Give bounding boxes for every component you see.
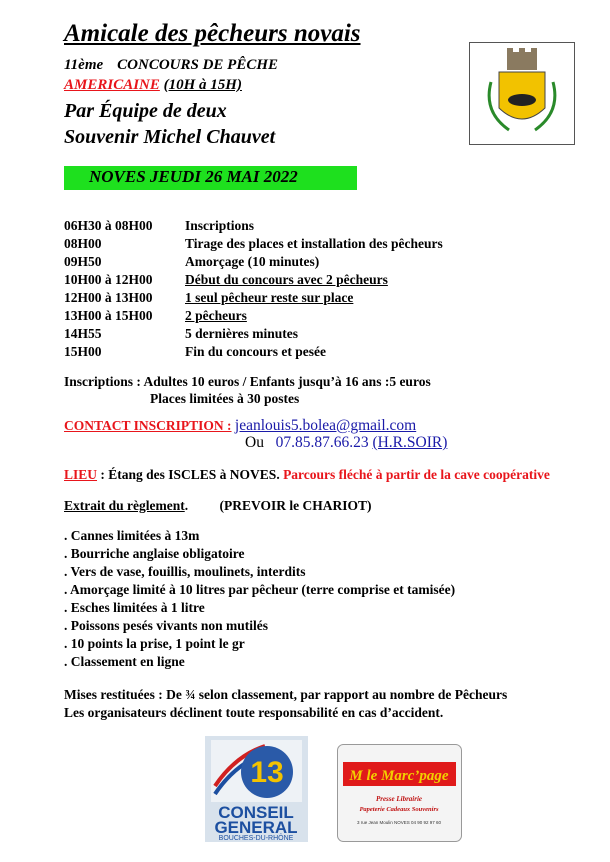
schedule-table bbox=[64, 218, 564, 362]
extract-dot: . bbox=[184, 498, 189, 513]
contest-name: CONCOURS DE PÊCHE bbox=[117, 57, 279, 73]
lieu-text: : Étang des ISCLES à NOVES. bbox=[97, 467, 280, 482]
contest-type: AMERICAINE bbox=[64, 77, 160, 93]
cg-number: 13 bbox=[250, 756, 284, 789]
town-crest-image bbox=[469, 42, 575, 145]
lieu-line bbox=[64, 467, 550, 483]
rule-item: . Amorçage limité à 10 litres par pêcheur (terre comprise et tamisée) bbox=[64, 582, 456, 597]
cg-line3: BOUCHES-DU-RHÔNE bbox=[218, 835, 294, 842]
extract-line bbox=[64, 498, 371, 514]
rule-item: . Cannes limitées à 13m bbox=[64, 528, 200, 543]
contact-phone-line bbox=[245, 434, 447, 452]
cg-line1: CONSEIL bbox=[218, 803, 294, 822]
rules-list bbox=[64, 528, 594, 672]
contest-hours: (10H à 15H) bbox=[163, 77, 242, 93]
contact-or: Ou bbox=[245, 434, 264, 451]
inscriptions-fees: Inscriptions : Adultes 10 euros / Enfants jusqu’à 16 ans :5 euros bbox=[64, 374, 431, 389]
schedule-row: 06H30 à 08H00 Inscriptions bbox=[64, 218, 255, 233]
edition: 11ème bbox=[64, 57, 104, 73]
rule-item: . Vers de vase, fouillis, moulinets, interdits bbox=[64, 564, 306, 579]
rule-item: . 10 points la prise, 1 point le gr bbox=[64, 636, 245, 651]
mp-name: M le Marc’page bbox=[349, 768, 449, 784]
mp-line3: 3 rue Jean Moulin NOVES 04 90 92 97 60 bbox=[356, 820, 442, 825]
schedule-row: 08H00 Tirage des places et installation des pêcheurs bbox=[64, 236, 443, 251]
mp-line1: Presse Librairie bbox=[375, 795, 423, 803]
contact-phone: 07.85.87.66.23 bbox=[275, 434, 369, 451]
page-title: Amicale des pêcheurs novais bbox=[64, 20, 361, 47]
footer-disclaimer: Les organisateurs déclinent toute responsabilité en cas d’accident. bbox=[64, 705, 444, 720]
date-banner-text: NOVES JEUDI 26 MAI 2022 bbox=[89, 167, 298, 186]
type-line bbox=[64, 77, 242, 94]
extract-label: Extrait du règlement bbox=[64, 498, 185, 513]
souvenir-line: Souvenir Michel Chauvet bbox=[64, 126, 276, 148]
contact-phone-note: (H.R.SOIR) bbox=[372, 434, 448, 451]
schedule-row: 09H50 Amorçage (10 minutes) bbox=[64, 254, 320, 269]
schedule-row: 15H00 Fin du concours et pesée bbox=[64, 344, 326, 359]
schedule-row: 10H00 à 12H00 Début du concours avec 2 pêcheurs bbox=[64, 272, 388, 287]
extract-note: (PREVOIR le CHARIOT) bbox=[219, 498, 372, 513]
rule-item: . Bourriche anglaise obligatoire bbox=[64, 546, 245, 561]
date-banner bbox=[64, 166, 357, 190]
contact-line bbox=[64, 417, 416, 435]
schedule-row: 14H55 5 dernières minutes bbox=[64, 326, 298, 341]
marcpage-logo bbox=[337, 744, 462, 842]
team-line: Par Équipe de deux bbox=[64, 100, 227, 122]
schedule-row: 12H00 à 13H00 1 seul pêcheur reste sur place bbox=[64, 290, 354, 305]
contact-label: CONTACT INSCRIPTION : bbox=[64, 418, 232, 433]
rule-item: . Classement en ligne bbox=[64, 654, 185, 669]
footer-stakes: Mises restituées : De ¾ selon classement, par rapport au nombre de Pêcheurs bbox=[64, 687, 508, 702]
rule-item: . Poissons pesés vivants non mutilés bbox=[64, 618, 269, 633]
contact-email-link[interactable]: jeanlouis5.bolea@gmail.com bbox=[234, 417, 417, 434]
cg-line2: GENERAL bbox=[214, 818, 298, 837]
mp-line2: Papeterie Cadeaux Souvenirs bbox=[359, 806, 439, 813]
lieu-label: LIEU bbox=[64, 467, 98, 482]
inscriptions-places: Places limitées à 30 postes bbox=[150, 391, 300, 406]
contest-line bbox=[64, 57, 278, 74]
lieu-note: Parcours fléché à partir de la cave coopérative bbox=[283, 467, 550, 482]
conseil-general-logo bbox=[205, 736, 308, 842]
schedule-row: 13H00 à 15H00 2 pêcheurs bbox=[64, 308, 247, 323]
rule-item: . Esches limitées à 1 litre bbox=[64, 600, 205, 615]
